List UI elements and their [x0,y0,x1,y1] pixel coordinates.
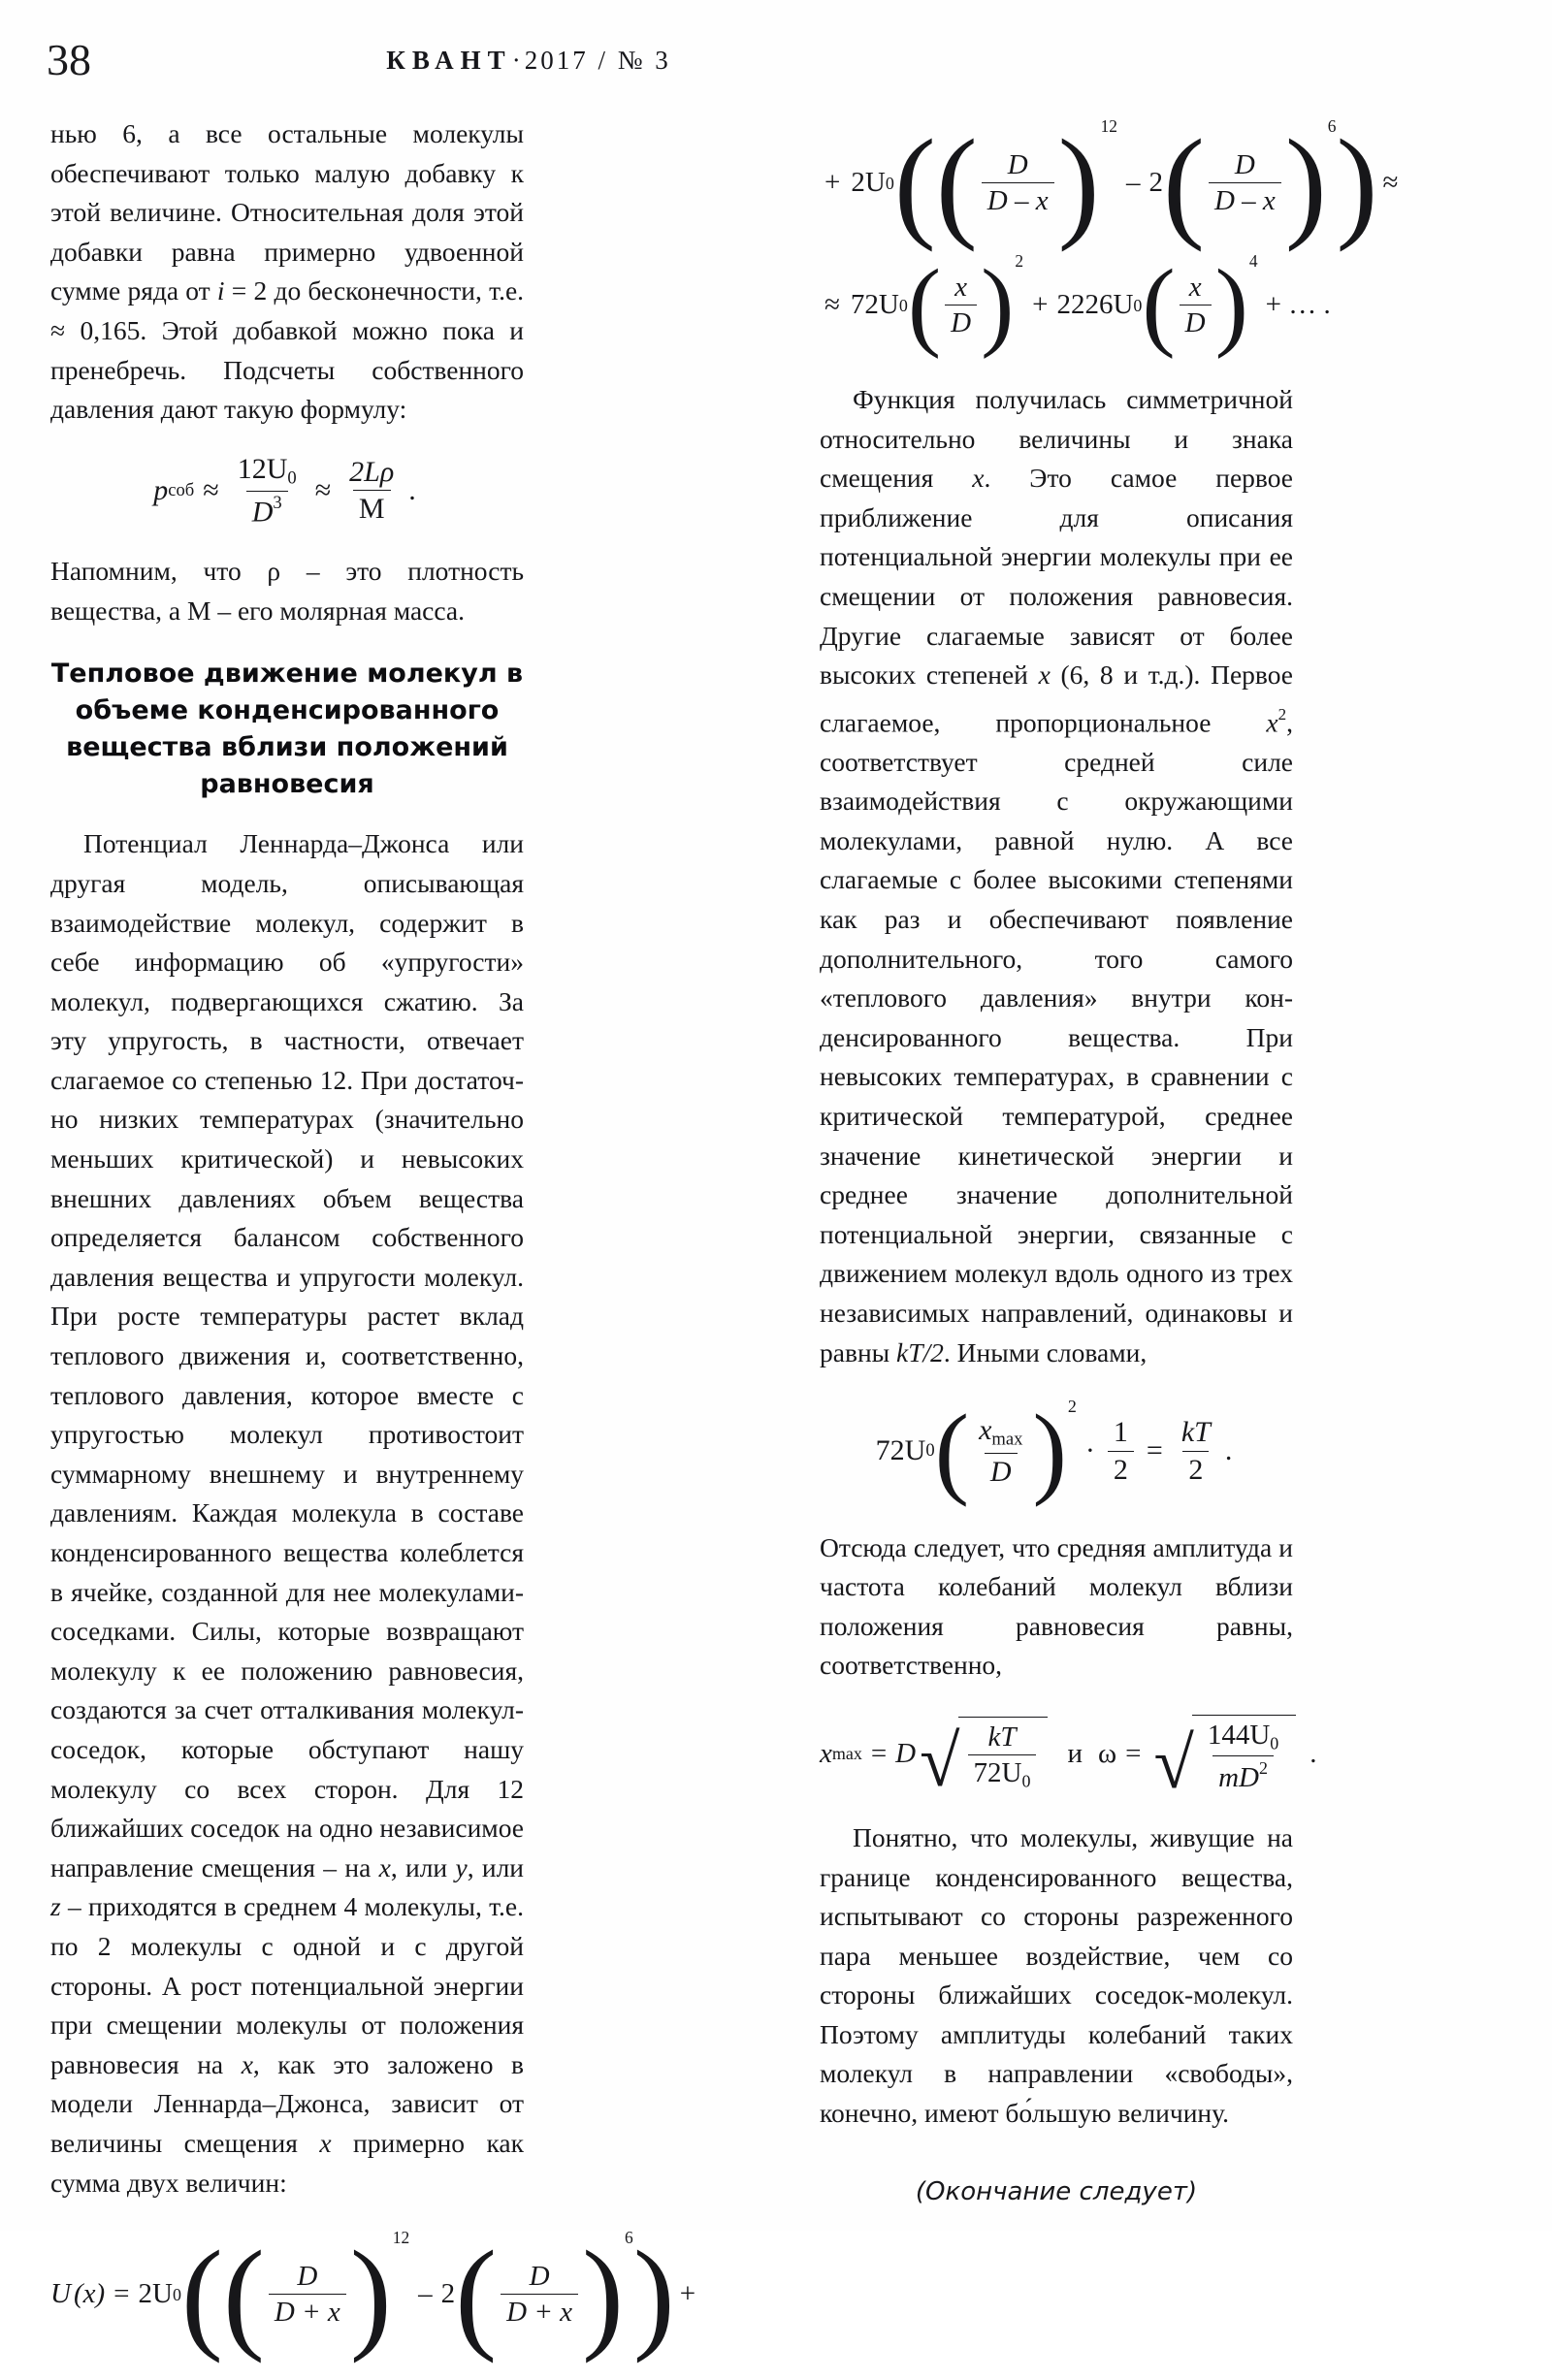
formula-potential-energy [50,2225,696,2364]
paragraph-notation [50,552,524,630]
formula3b-paren-2: ( $\frac{x}{D}$ ) 4 [1142,249,1258,361]
formula5-lhs: x [820,1737,832,1769]
radical-icon-2: √ [1153,1722,1194,1804]
formula-energy-equipartition [820,1394,1293,1509]
formula2-coef-sub: 0 [172,2284,181,2304]
para3-var-z: z [50,1891,61,1922]
formula3b-paren-1: ( $\frac{x}{D}$ ) 2 [907,249,1024,361]
formula3b-plus: + [1032,289,1049,321]
left-column [50,114,696,2380]
rpara2: Отсюда следует, что средняя амплитуда и частота колебаний молекул вблизи положения равновесия равны, соответственно, [820,1531,1293,1681]
formula1-f2-den: M [358,493,385,526]
right-column [820,113,1399,2211]
para1-text-a: нью 6, а все остальные молекулы обеспечивают только малую добавку к этой величине. Относительная доля этой добавки равна примерно удвоенной сумме ряда от [50,118,524,306]
formula5-lhs-sub: max [831,1744,862,1764]
formula5-rad2-den-sup: 2 [1259,1757,1268,1778]
para3-f: примерно как сумма двух величин: [50,2127,524,2198]
formula3-f1-den: D – x [986,185,1049,217]
formula2-f1-den: D + x [274,2297,340,2329]
formula3-fraction-1 [982,149,1054,217]
rpara1-kT: kT/2 [896,1336,944,1367]
formula3-rel: ≈ [1382,167,1399,199]
rpara1-var-x3-sup: 2 [1277,704,1287,724]
formula4-kt-den: 2 [1188,1453,1204,1486]
rpara1-d: , соответствует средней силе взаимодействия с окружающими молекулами, равной нулю. А все слагаемые с более высокими степенями как раз и обеспечивают появление дополнительного, того самого «теплового давления» внутри конденсированного вещества. При невысоких температурах, в сравнении с критической температурой, среднее значение кинетической энергии и среднее значение дополнительной потенциальной энергии, связанные с движением молекул вдоль одного из трех независимых направлений, одинаковы и равны [820,707,1293,1367]
formula3-f2-num: D [1234,148,1255,180]
formula3-plus: + [824,167,841,199]
formula1-fraction-1 [232,453,303,529]
para3-var-x2: x [241,2048,253,2079]
formula3b-coef1-sub: 0 [898,295,908,315]
formula4-coef: 72U [875,1434,926,1467]
formula1-f2-num: 2Lρ [349,455,395,488]
formula2-eq: = [113,2278,130,2310]
formula5-rad1-num: kT [987,1721,1017,1753]
formula1-lhs-sub: соб [168,479,195,500]
section-heading: Тепловое движение молекул в объеме конденсированного вещества вблизи положений равновесия [50,659,524,800]
formula1-f1-num-sub: 0 [287,467,297,489]
rpara1-c: (6, 8 и т.д.). Первое слагаемое, пропорциональное [820,659,1293,738]
rpara1-a: Функция получилась симметричной относительно величины и знака смещения [820,384,1293,494]
journal-name: КВАНТ [386,46,512,75]
para3-e: , как это заложено в модели Леннарда–Джонса, зависит от величины смещения [50,2048,524,2158]
formula4-paren: ( $\frac{x_{max}}{D}$ ) 2 [934,1394,1077,1509]
formula4-f-num-sub: max [991,1429,1023,1450]
formula5-rad1-den: 72U [973,1757,1022,1789]
formula5-rad1-fraction [968,1721,1037,1791]
formula-potential-continued-line2 [820,249,1331,361]
page-number: 38 [47,35,91,84]
formula4-eq: = [1146,1434,1163,1467]
formula3-f2-den: D – x [1213,185,1276,217]
formula2-U: U [50,2278,71,2310]
formula2-fraction-2 [501,2261,578,2329]
formula2-exp-2: 6 [625,2228,633,2248]
radical-icon: √ [920,1721,960,1802]
formula2-f2-num: D [529,2260,550,2292]
journal-issue: 2017 / № 3 [524,46,671,75]
formula2-minus: – [418,2278,433,2310]
formula3b-f2-den: D [1184,307,1206,339]
formula3b-tail: + … . [1265,289,1331,321]
formula4-f-num: x [979,1414,992,1447]
formula5-eq2: = [1125,1737,1142,1769]
formula3b-fraction-1 [945,272,977,339]
formula3b-f2-num: x [1188,271,1202,303]
formula5-omega: ω [1097,1737,1117,1769]
formula1-rel2: ≈ [314,473,332,506]
journal-masthead [0,41,1057,80]
formula4-period: . [1224,1434,1233,1467]
formula3b-rel: ≈ [824,289,840,321]
formula3-minus: – [1125,167,1141,199]
formula5-conj: и [1067,1737,1083,1769]
formula1-lhs: p [153,473,169,506]
to-be-continued-note: (Окончание следует) [915,2176,1198,2206]
formula3-exp-2: 6 [1327,116,1337,137]
formula2-f2-den: D + x [506,2297,573,2329]
formula2-inner-paren-1: ( $\frac{D}{D + x}$ ) 12 [222,2225,410,2364]
formula1-f1-num: 12U [237,452,288,485]
formula3-fraction-2 [1209,149,1281,217]
paragraph-surface-molecules [820,1818,1293,2134]
formula5-rad2-den: mD [1218,1761,1259,1793]
formula1-f1-den: D [251,496,274,529]
para3-c: , или [467,1851,525,1882]
formula1-f1-den-sup: 3 [273,493,282,514]
formula2-coef: 2U [138,2278,173,2310]
para2-d: – его молярная масса. [217,595,465,626]
formula4-coef-sub: 0 [925,1440,935,1462]
formula3b-coef1: 72U [850,289,899,321]
para3-var-y: y [455,1851,468,1882]
formula5-period: . [1310,1737,1317,1769]
para1-text-b: до бесконечности, т.е. [274,275,525,306]
para2-b: – это плотность вещества, [50,556,525,626]
formula3b-f1-den: D [951,307,972,339]
inline-var-i: i [216,275,225,306]
formula3-two: 2 [1148,167,1163,199]
rpara1-b: . Это самое первое приближение для описания потенциальной энергии молекулы при ее смещении от положения равновесия. Другие слагаемые зависят от более высоких степеней [820,463,1293,691]
formula2-f1-num: D [297,2260,318,2292]
para3-b: , или [390,1851,448,1882]
formula2-inner-paren-2: ( $\frac{D}{D + x}$ ) 6 [455,2225,633,2364]
inline-eq-2: = 2 [231,275,268,306]
para2-rho: ρ [267,556,281,587]
formula-self-pressure [50,453,524,529]
formula3b-exp-1: 2 [1015,251,1024,272]
rpara1-var-x2: x [1038,659,1051,691]
masthead-separator: · [511,46,525,75]
formula2-fraction-1 [269,2261,346,2329]
formula5-D: D [895,1737,917,1769]
formula4-half-den: 2 [1113,1453,1128,1486]
formula4-dot: · [1084,1434,1095,1467]
formula1-fraction-2 [343,456,400,526]
formula4-exp: 2 [1067,1397,1077,1417]
formula5-rad2-num: 144U [1207,1719,1271,1751]
formula2-two: 2 [440,2278,456,2310]
formula5-rad2-fraction [1202,1720,1284,1793]
formula4-half [1108,1416,1134,1486]
running-head [0,33,1552,91]
rpara1-e: . Иными словами, [943,1336,1148,1367]
formula2-exp-1: 12 [392,2228,410,2248]
formula3-coef: 2U [851,167,886,199]
para3-var-x: x [378,1851,391,1882]
formula3-coef-sub: 0 [885,173,894,193]
formula4-half-num: 1 [1113,1416,1128,1449]
para3-d: – приходятся в среднем 4 молекулы, т.е. по 2 молекулы с одной и с другой стороны. А рост потенциальной энергии при смещении молекулы от положения равновесия на [50,1891,525,2079]
formula5-rad1-den-sub: 0 [1021,1771,1031,1791]
formula3-exp-1: 12 [1100,116,1117,137]
formula2-outer-paren: ( ( $\frac{D}{D + x}$ ) 12 – 2 ( $\frac{D}{D + x}$ ) 6 ) [180,2225,675,2364]
formula3-f1-num: D [1007,148,1028,180]
formula1-period: . [408,473,416,506]
para3-var-x3: x [319,2127,332,2158]
paragraph-amplitude-frequency [820,1528,1293,1686]
formula2-tail: + [679,2278,696,2310]
formula4-f-den: D [989,1455,1012,1488]
formula-potential-continued-line1 [820,113,1399,252]
paragraph-thermal-motion [50,824,524,2203]
inline-value-0165: ≈ 0,165 [50,314,141,345]
formula5-rad2-num-sub: 0 [1270,1733,1279,1753]
formula4-kt [1176,1416,1216,1486]
formula3b-fraction-2 [1180,272,1212,339]
formula5-radical-1 [920,1717,1048,1802]
formula3b-f1-num: x [954,271,968,303]
formula1-rel1: ≈ [203,473,219,506]
paragraph-function-symmetry [820,380,1293,1372]
formula3-outer-paren: ( ( $\frac{D}{D - x}$ ) 12 – 2 ( $\frac{D}{D - x}$ ) 6 ) [893,113,1378,252]
formula2-arg: (x) [73,2278,106,2310]
para2-M: M [187,595,211,626]
formula3-inner-paren-2: ( $\frac{D}{D - x}$ ) 6 [1162,113,1337,252]
formula3b-coef2: 2226U [1056,289,1134,321]
rpara1-var-x3: x [1266,707,1278,738]
paragraph-continuation [50,114,524,430]
para1-text-c: . Этой добавкой можно пока и пренебречь. Подсчеты собственного давления дают такую формулу: [50,314,524,425]
formula4-fraction [973,1414,1028,1488]
formula5-eq: = [870,1737,888,1769]
rpara3: Понятно, что молекулы, живущие на границе конденсированного вещества, испытывают со стороны разреженного пара меньшее воздействие, чем со стороны ближайших соседок-молекул. Поэтому амплитуды колебаний таких молекул в направлении «свободы», конечно, имеют бо́льшую величину. [820,1821,1293,2129]
para2-c: а [168,595,181,626]
formula4-kt-num: kT [1180,1416,1211,1449]
para2-a: Напомним, что [50,556,242,587]
formula3b-coef2-sub: 0 [1133,295,1143,315]
formula5-radical-2 [1153,1715,1296,1804]
para3-a: Потенциал Леннарда–Джонса или другая модель, описывающая взаимодействие молекул, содержит в себе информацию об «упругости» молекул, подвергающихся сжатию. За эту упругость, в частности, отвечает слагаемое со степенью 12. При достаточно низких температурах (значительно меньших критической) и невысоких внешних давлениях объем вещества определяется балансом собственного давления вещества и упругости молекул. При росте температуры растет вклад теплового движения и, соответственно, теплового давления, которое вместе с упругостью молекул противостоит суммарному внешнему и внутреннему давлениям. Каждая молекула в составе конденсированного вещества колеблется в ячейке, созданной для нее молекулами-соседками. Силы, которые возвращают молекулу к ее положению равновесия, создаются за счет отталкивания молекул-соседок, которые обступают нашу молекулу со всех сторон. Для 12 ближайших соседок на одно независимое направление смещения – на [50,828,524,1882]
formula3b-exp-2: 4 [1248,251,1258,272]
formula-xmax-omega [820,1715,1317,1804]
rpara1-var-x: x [972,463,985,494]
formula3-inner-paren-1: ( $\frac{D}{D - x}$ ) 12 [935,113,1117,252]
